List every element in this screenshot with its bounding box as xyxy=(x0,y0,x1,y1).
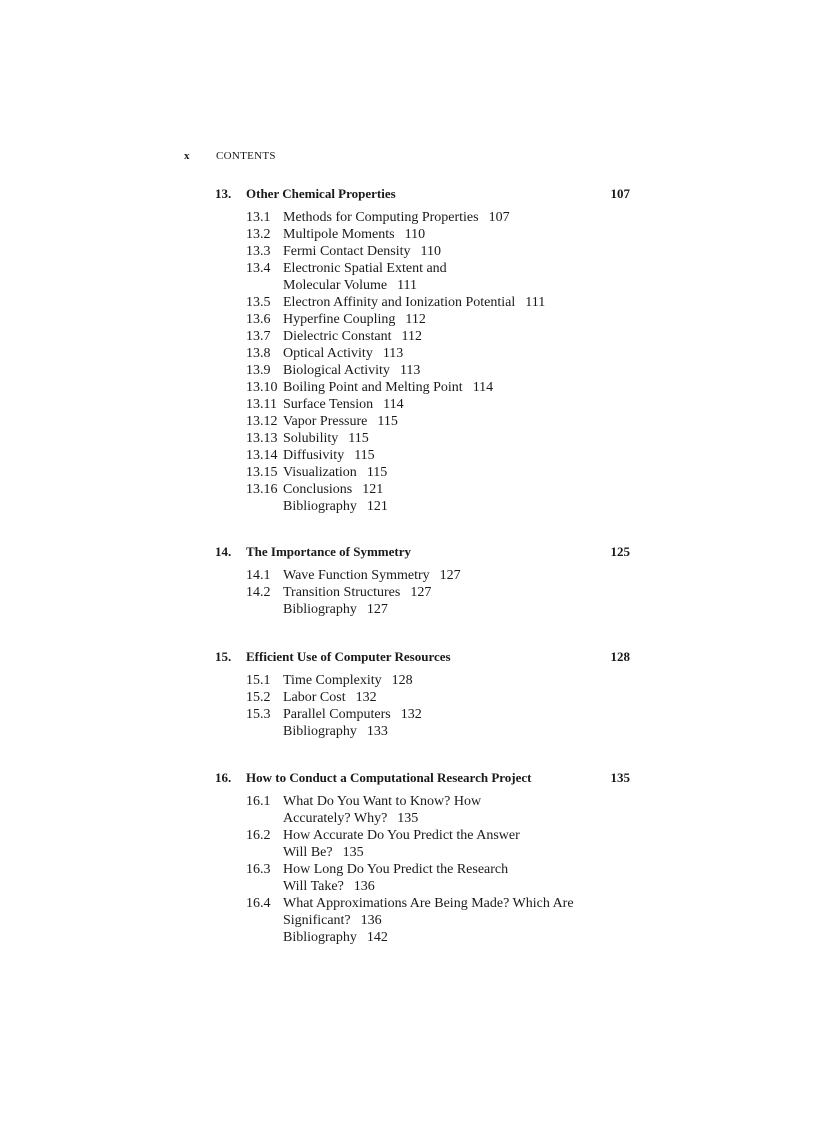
chapter-number: 15. xyxy=(215,649,232,664)
toc-entry[interactable] xyxy=(246,498,606,515)
toc-entry[interactable] xyxy=(246,584,606,601)
section-number: 13.5 xyxy=(246,295,271,310)
toc-entry[interactable] xyxy=(246,311,606,328)
section-list xyxy=(246,209,606,515)
chapter-15 xyxy=(215,648,635,739)
section-number: 15.1 xyxy=(246,673,271,688)
section-page: 114 xyxy=(383,397,404,412)
running-head xyxy=(184,150,276,166)
page-folio: x xyxy=(184,150,190,162)
chapter-heading[interactable] xyxy=(215,543,635,561)
toc-entry[interactable] xyxy=(246,861,526,895)
section-page: 115 xyxy=(377,414,398,429)
chapter-number: 14. xyxy=(215,544,232,559)
section-title: Labor Cost xyxy=(283,690,346,705)
section-page: 136 xyxy=(360,913,382,928)
section-number: 14.1 xyxy=(246,568,271,583)
section-title: Methods for Computing Properties xyxy=(283,210,479,225)
toc-entry[interactable] xyxy=(246,723,606,740)
toc-entry[interactable] xyxy=(246,827,536,861)
section-page: 111 xyxy=(397,278,418,293)
section-title: Dielectric Constant xyxy=(283,329,392,344)
toc-entry[interactable] xyxy=(246,379,606,396)
toc-entry[interactable] xyxy=(246,413,606,430)
section-title: Boiling Point and Melting Point xyxy=(283,380,463,395)
toc-entry[interactable] xyxy=(246,895,591,929)
section-number: 13.2 xyxy=(246,227,271,242)
section-title: Diffusivity xyxy=(283,448,345,463)
section-number: 13.7 xyxy=(246,329,271,344)
section-title: What Do You Want to Know? How Accurately? Why? xyxy=(283,794,482,826)
section-title: What Approximations Are Being Made? Which Are Significant? xyxy=(283,896,574,928)
section-title: How Long Do You Predict the Research Will Take? xyxy=(283,862,509,894)
toc-entry[interactable] xyxy=(246,396,606,413)
section-number: 13.16 xyxy=(246,482,278,497)
toc-entry[interactable] xyxy=(246,793,536,827)
section-page: 113 xyxy=(399,363,421,378)
section-title: Bibliography xyxy=(283,602,357,617)
section-title: Conclusions xyxy=(283,482,353,497)
toc-entry[interactable] xyxy=(246,601,606,618)
section-page: 127 xyxy=(366,602,388,617)
section-number: 13.9 xyxy=(246,363,271,378)
chapter-page: 125 xyxy=(610,544,630,559)
section-title: Optical Activity xyxy=(283,346,373,361)
toc-entry[interactable] xyxy=(246,362,606,379)
section-number: 16.3 xyxy=(246,862,271,877)
section-page: 135 xyxy=(397,811,419,826)
section-number: 13.6 xyxy=(246,312,271,327)
chapter-page: 128 xyxy=(610,649,630,664)
section-page: 110 xyxy=(420,244,442,259)
section-title: Electronic Spatial Extent and Molecular Volume xyxy=(283,261,447,293)
section-title: Time Complexity xyxy=(283,673,382,688)
chapter-page: 135 xyxy=(610,770,630,785)
section-page: 133 xyxy=(366,724,388,739)
chapter-heading[interactable] xyxy=(215,769,635,787)
section-page: 132 xyxy=(400,707,422,722)
chapter-title: Other Chemical Properties xyxy=(246,186,396,201)
section-number: 16.1 xyxy=(246,794,271,809)
section-list xyxy=(246,672,606,740)
section-list xyxy=(246,567,606,618)
section-number: 13.10 xyxy=(246,380,278,395)
toc-entry[interactable] xyxy=(246,226,606,243)
section-title: Electron Affinity and Ionization Potential xyxy=(283,295,516,310)
chapter-16 xyxy=(215,769,635,945)
section-number: 13.1 xyxy=(246,210,271,225)
section-number: 13.14 xyxy=(246,448,278,463)
section-page: 112 xyxy=(405,312,426,327)
running-head-label: CONTENTS xyxy=(216,150,276,162)
chapter-heading[interactable] xyxy=(215,185,635,203)
section-title: Biological Activity xyxy=(283,363,390,378)
section-page: 142 xyxy=(366,930,388,945)
section-list xyxy=(246,793,591,946)
section-number: 14.2 xyxy=(246,585,271,600)
section-page: 114 xyxy=(472,380,494,395)
section-page: 113 xyxy=(382,346,404,361)
section-number: 15.2 xyxy=(246,690,271,705)
toc-entry[interactable] xyxy=(246,243,606,260)
section-title: Vapor Pressure xyxy=(283,414,368,429)
section-page: 132 xyxy=(355,690,377,705)
section-page: 107 xyxy=(488,210,510,225)
toc-entry[interactable] xyxy=(246,260,486,294)
section-page: 115 xyxy=(348,431,369,446)
section-number: 13.12 xyxy=(246,414,278,429)
toc-entry[interactable] xyxy=(246,929,591,946)
toc-entry[interactable] xyxy=(246,706,606,723)
section-page: 135 xyxy=(342,845,364,860)
toc-entry[interactable] xyxy=(246,464,606,481)
section-page: 115 xyxy=(366,465,388,480)
chapter-page: 107 xyxy=(610,186,630,201)
section-title: Bibliography xyxy=(283,724,357,739)
section-page: 121 xyxy=(362,482,384,497)
toc-entry[interactable] xyxy=(246,430,606,447)
section-title: Wave Function Symmetry xyxy=(283,568,430,583)
toc-entry[interactable] xyxy=(246,481,606,498)
section-page: 121 xyxy=(366,499,388,514)
section-page: 110 xyxy=(404,227,426,242)
toc-entry[interactable] xyxy=(246,294,606,311)
section-title: Visualization xyxy=(283,465,357,480)
section-page: 127 xyxy=(439,568,461,583)
section-number: 15.3 xyxy=(246,707,271,722)
chapter-13 xyxy=(215,185,635,514)
section-title: Bibliography xyxy=(283,499,357,514)
chapter-number: 13. xyxy=(215,186,232,201)
section-number: 13.13 xyxy=(246,431,278,446)
section-title: Multipole Moments xyxy=(283,227,395,242)
toc-entry[interactable] xyxy=(246,567,606,584)
chapter-heading[interactable] xyxy=(215,648,635,666)
section-title: Fermi Contact Density xyxy=(283,244,411,259)
section-number: 16.2 xyxy=(246,828,271,843)
section-page: 127 xyxy=(410,585,432,600)
section-number: 13.4 xyxy=(246,261,271,276)
toc-entry[interactable] xyxy=(246,328,606,345)
section-title: Hyperfine Coupling xyxy=(283,312,396,327)
section-number: 13.3 xyxy=(246,244,271,259)
section-title: Surface Tension xyxy=(283,397,374,412)
toc-entry[interactable] xyxy=(246,689,606,706)
toc-entry[interactable] xyxy=(246,672,606,689)
chapter-14 xyxy=(215,543,635,617)
section-page: 111 xyxy=(525,295,546,310)
chapter-title: How to Conduct a Computational Research Project xyxy=(246,770,532,785)
section-number: 13.15 xyxy=(246,465,278,480)
section-title: Parallel Computers xyxy=(283,707,391,722)
toc-entry[interactable] xyxy=(246,447,606,464)
section-number: 16.4 xyxy=(246,896,271,911)
section-page: 128 xyxy=(391,673,413,688)
section-page: 112 xyxy=(401,329,422,344)
chapter-title: Efficient Use of Computer Resources xyxy=(246,649,451,664)
toc-entry[interactable] xyxy=(246,209,606,226)
section-number: 13.11 xyxy=(246,397,277,412)
section-title: Transition Structures xyxy=(283,585,401,600)
chapter-title: The Importance of Symmetry xyxy=(246,544,411,559)
chapter-number: 16. xyxy=(215,770,232,785)
section-page: 115 xyxy=(354,448,375,463)
section-title: How Accurate Do You Predict the Answer Will Be? xyxy=(283,828,520,860)
section-page: 136 xyxy=(353,879,375,894)
section-title: Solubility xyxy=(283,431,339,446)
section-number: 13.8 xyxy=(246,346,271,361)
section-title: Bibliography xyxy=(283,930,357,945)
toc-entry[interactable] xyxy=(246,345,606,362)
